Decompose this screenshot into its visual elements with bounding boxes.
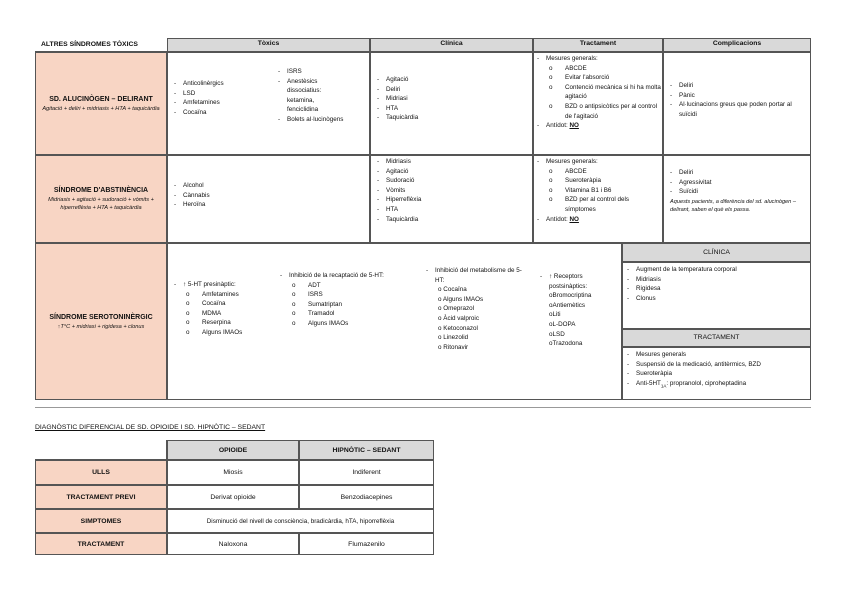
diff-cell-tract-opioide: Naloxona [167,533,299,555]
bullet-o: o [549,301,553,309]
item-text: Ritonavir [443,343,469,351]
row-label-abstinencia [35,155,167,243]
list-item: - Hiperreflèxia [377,195,421,205]
alucinogen-subtitle: Agitació + deliri + midriasis + HTA + taquicàrdia [42,105,160,112]
sero-col2-title: - Inhibició de la recaptació de 5-HT: [280,271,408,281]
list-item: o Alguns IMAOs [174,328,274,338]
list-item: - Agitació [377,167,421,177]
list-item: o Reserpina [174,318,274,328]
anti-5ht-rest: : propranolol, ciproheptadina [666,379,747,387]
bullet-o: o [549,330,553,338]
anti-5ht-label: Anti-5HT [636,379,661,387]
list-item: o ABCDE [537,64,661,74]
list-item: - Mesures generals [627,350,809,360]
list-item: - Cocaïna [174,108,224,118]
list-item: o Amfetamines [174,290,274,300]
diff-header-hipnotic: HIPNÒTIC – SEDANT [299,440,434,460]
item-text: Trazodona [552,340,583,348]
alucinogen-toxics-list-b [278,67,368,125]
list-item [426,295,522,305]
item-text: LSD [552,330,565,338]
bullet-o: o [438,334,444,342]
antidot-label: Antídot: [546,215,568,223]
sero-clinica-header: CLÍNICA [622,243,811,262]
item-text: Àcid valproic [443,314,479,322]
antidot-value: NO [569,122,579,130]
diff-row-label-ulls: ULLS [35,460,167,485]
list-item [540,310,620,320]
sero-tractament-header: TRACTAMENT [622,329,811,347]
list-item: - Suïcidi [670,187,808,197]
corner-title: ALTRES SÍNDROMES TÒXICS [41,41,138,48]
alucinogen-toxics-cell [167,52,370,155]
list-item [540,291,620,301]
sero-col4-list [540,272,620,349]
serotoninergic-title: SÍNDROME SEROTONINÈRGIC [49,313,153,321]
list-item [426,285,522,295]
list-item: - Deliri [670,81,808,91]
list-item [426,333,522,343]
list-item: - Alcohol [174,181,210,191]
alucinogen-clinica-list [377,75,418,123]
alucinogen-title: SD. ALUCINÒGEN – DELIRANT [49,95,153,103]
header-tractament: Tractament [533,38,663,52]
corner-title-cell [35,38,167,52]
list-item: o Cocaïna [174,299,274,309]
list-item: - Agressivitat [670,178,808,188]
item-text: Liti [552,311,561,319]
abstinencia-title: SÍNDROME D'ABSTINÈNCIA [53,187,149,194]
list-item: - Midriasis [377,157,421,167]
list-item [426,343,522,353]
list-item: - Deliri [377,85,418,95]
list-item: - Vòmits [377,186,421,196]
list-item: - Deliri [670,168,808,178]
alucinogen-complicacions-list [670,81,808,119]
list-item: o Sumatriptan [280,300,408,310]
sero-col1-list [174,280,274,338]
alucinogen-complicacions-cell [663,52,811,155]
item-text: Cocaïna [443,286,467,294]
list-item [426,304,522,314]
list-item: - Heroïna [174,200,210,210]
item-text: Ketoconazol [443,324,478,332]
header-clinica: Clínica [370,38,533,52]
list-item: - Midriasis [627,275,809,285]
list-item: o ADT [280,281,408,291]
list-item: o ABCDE [537,167,661,177]
diff-cell-ulls-opioide: Miosis [167,460,299,485]
list-item: - HTA [377,205,421,215]
abstinencia-tractament-cell [533,155,663,243]
bullet-o: o [549,311,553,319]
antidot-value: NO [569,215,579,223]
anti-5ht-subscript: 1A [660,383,667,389]
bullet-o: o [438,305,444,313]
row-label-serotoninergic [35,243,167,400]
list-item [540,339,620,349]
item-text: Linezolid [443,334,469,342]
list-item: o BZD per al control dels símptomes [537,195,661,214]
sero-col4-title: - ↑ Receptors postsinàptics: [540,272,607,291]
list-item: o Evitar l'absorció [537,73,661,83]
list-item: o MDMA [174,309,274,319]
list-item: o Tramadol [280,309,408,319]
item-text: L-DOPA [552,320,576,328]
list-item [540,330,620,340]
header-complicacions: Complicacions [663,38,811,52]
list-item: o ISRS [280,290,408,300]
sero-tractament-list [627,350,809,391]
list-item: - Pànic [670,91,808,101]
item-text: Antiemètics [552,301,586,309]
alucinogen-toxics-list-a [174,79,224,117]
sero-col1-title: - ↑ 5-HT presinàptic: [174,280,274,290]
sero-clinica-list [627,265,809,303]
list-item [627,379,809,391]
diff-corner-cell [35,440,167,460]
list-item: o Contenció mecànica si hi ha molta agitació [537,83,661,102]
list-item: - HTA [377,104,418,114]
bullet-o: o [549,292,553,300]
list-item: - Suspensió de la medicació, antitèrmics, BZD [627,360,809,370]
list-item: - Anestèsics dissociatius: ketamina, fenciclidina [278,77,345,115]
diff-cell-tract-hipnotic: Flumazenilo [299,533,434,555]
sero-col3-list [426,266,522,352]
abstinencia-clinica-cell [370,155,533,243]
diff-row-label-tractament: TRACTAMENT [35,533,167,555]
list-item: - Midriasi [377,94,418,104]
list-item: - Bolets al·lucinògens [278,115,368,125]
list-item: - LSD [174,89,224,99]
list-item: - Sudoració [377,176,421,186]
alucinogen-tractament-cell [533,52,663,155]
diff-cell-simptomes-shared: Disminució del nivell de consciència, bradicàrdia, hTA, hiporreflèxia [167,509,434,533]
diff-table-title: DIAGNÒSTIC DIFERENCIAL DE SD. OPIOIDE I SD. HIPNÒTIC – SEDANT [35,424,266,431]
list-item: o BZD o antipsicòtics per al control de l'agitació [537,102,661,121]
diff-cell-previ-hipnotic: Benzodiacepines [299,485,434,509]
sero-col3-title: - Inhibició del metabolisme de 5-HT: [426,266,522,285]
tract-intro: - Mesures generals: [537,157,661,167]
list-item: - ISRS [278,67,368,77]
sero-clinica-cell [622,262,811,329]
abstinencia-complicacions-cell [663,155,811,243]
item-text: Alguns IMAOs [442,295,484,303]
list-item: - Rigidesa [627,284,809,294]
list-item: o Alguns IMAOs [280,319,408,329]
tract-intro: - Mesures generals: [537,54,661,64]
diff-cell-ulls-hipnotic: Indiferent [299,460,434,485]
antidot-label: Antídot: [546,122,568,130]
bullet-o: o [438,314,444,322]
list-item [426,314,522,324]
list-item [540,320,620,330]
list-item: - Amfetamines [174,98,224,108]
serotoninergic-toxics-cell [167,243,622,400]
list-item: o Sueroteràpia [537,176,661,186]
diff-row-label-tractament-previ: TRACTAMENT PREVI [35,485,167,509]
alucinogen-tractament-list [537,54,661,131]
bullet-o: o [438,324,444,332]
diff-row-label-simptomes: SIMPTOMES [35,509,167,533]
list-item: - Taquicàrdia [377,113,418,123]
abstinencia-subtitle: Midriasis + agitació + sudoració + vòmits + hiperreflèxia + HTA + taquicàrdia [48,197,154,211]
list-item: o Vitamina B1 i B6 [537,186,661,196]
list-item: - Sueroteràpia [627,369,809,379]
sero-col2-list [280,271,408,329]
list-item: - Anticolinèrgics [174,79,224,89]
abstinencia-complicacions-list [670,168,808,197]
section-divider [35,407,811,408]
antidot-line [537,215,661,225]
list-item: - Al·lucinacions greus que poden portar al suïcidi [670,100,808,119]
list-item: - Augment de la temperatura corporal [627,265,809,275]
item-text: Bromocriptina [552,292,592,300]
list-item [540,301,620,311]
abstinencia-toxics-cell [167,155,370,243]
abstinencia-complicacions-note: Aquests pacients, a diferència del sd. alucinògen – delirant, saben el què els passa. [670,199,796,213]
list-item: - Clonus [627,294,809,304]
abstinencia-toxics-list [174,181,210,210]
row-label-alucinogen [35,52,167,155]
bullet-o: o [549,340,553,348]
list-item: - Agitació [377,75,418,85]
header-toxics: Tòxics [167,38,370,52]
abstinencia-clinica-list [377,157,421,224]
list-item: - Cànnabis [174,191,210,201]
antidot-line [537,121,661,131]
bullet-o: o [438,343,444,351]
list-item: - Taquicàrdia [377,215,421,225]
item-text: Omeprazol [443,305,475,313]
serotoninergic-subtitle: ↑T°C + midriasi + rigidesa + clonus [57,323,145,330]
abstinencia-tractament-list [537,157,661,224]
alucinogen-clinica-cell [370,52,533,155]
list-item [426,324,522,334]
diff-header-opioide: OPIOIDE [167,440,299,460]
bullet-o: o [438,295,443,303]
sero-tractament-cell [622,347,811,400]
diff-cell-previ-opioide: Derivat opioide [167,485,299,509]
bullet-o: o [549,320,553,328]
bullet-o: o [438,286,444,294]
